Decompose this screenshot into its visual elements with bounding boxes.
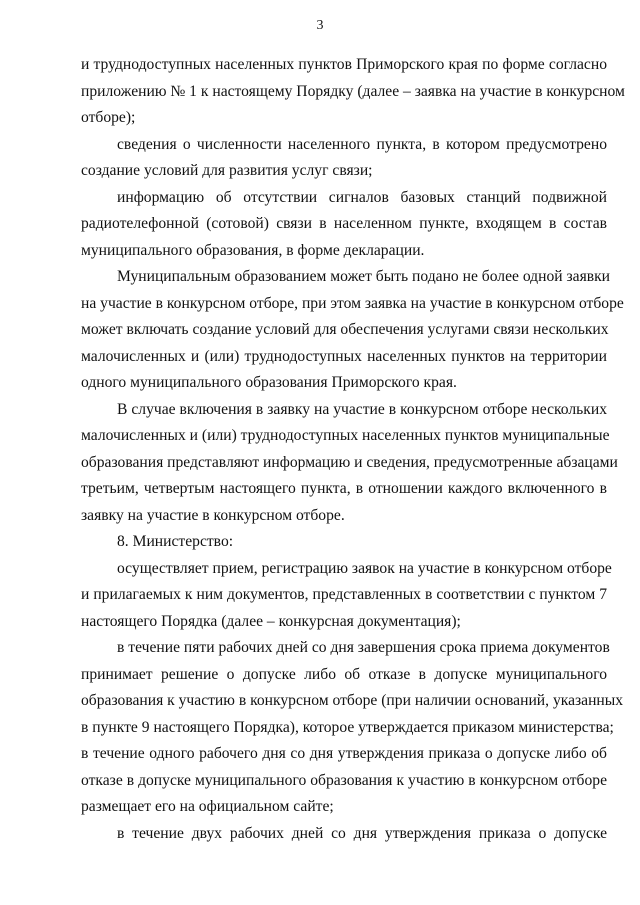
text-line: на участие в конкурсном отборе, при этом заявка на участие в конкурсном отборе [81, 294, 624, 312]
text-line: малочисленных и (или) труднодоступных населенных пунктов на территории [81, 347, 607, 365]
text-line: одного муниципального образования Приморского края. [81, 374, 457, 391]
text-line: приложению № 1 к настоящему Порядку (далее – заявка на участие в конкурсном [81, 82, 625, 100]
text-line: может включать создание условий для обеспечения услугами связи нескольких [81, 321, 609, 338]
text-line: радиотелефонной (сотовой) связи в населенном пункте, входящем в состав [81, 215, 607, 232]
text-line: сведения о численности населенного пункта, в котором предусмотрено [117, 135, 607, 153]
text-line: образования представляют информацию и сведения, предусмотренные абзацами [81, 453, 618, 471]
page-number: 3 [316, 18, 324, 33]
text-line: Муниципальным образованием может быть подано не более одной заявки [117, 268, 611, 285]
text-line: в течение двух рабочих дней со дня утверждения приказа о допуске [117, 824, 607, 842]
text-line: отказе в допуске муниципального образования к участию в конкурсном отборе [81, 771, 607, 789]
text-line: принимает решение о допуске либо об отказе в допуске муниципального [81, 665, 607, 683]
text-line: малочисленных и (или) труднодоступных населенных пунктов муниципальные [81, 427, 610, 444]
text-line: в течение пяти рабочих дней со дня завершения срока приема документов [117, 639, 610, 656]
text-line: В случае включения в заявку на участие в конкурсном отборе нескольких [117, 400, 607, 418]
text-line: образования к участию в конкурсном отборе (при наличии оснований, указанных [81, 692, 624, 709]
text-line: в течение одного рабочего дня со дня утверждения приказа о допуске либо об [81, 745, 607, 762]
text-line: и прилагаемых к ним документов, представленных в соответствии с пунктом 7 [81, 586, 607, 603]
text-line: информацию об отсутствии сигналов базовых станций подвижной [117, 188, 607, 206]
text-line: настоящего Порядка (далее – конкурсная документация); [81, 612, 461, 630]
text-line: 8. Министерство: [117, 533, 234, 550]
body-text [81, 52, 625, 847]
text-line: размещает его на официальном сайте; [81, 798, 334, 815]
text-line: осуществляет прием, регистрацию заявок на участие в конкурсном отборе [117, 559, 612, 577]
text-line: в пункте 9 настоящего Порядка), которое утверждается приказом министерства; [81, 718, 614, 736]
text-line: и труднодоступных населенных пунктов Приморского края по форме согласно [81, 56, 607, 73]
text-line: муниципального образования, в форме декларации. [81, 241, 425, 259]
text-line: отборе); [81, 109, 136, 126]
text-line: заявку на участие в конкурсном отборе. [81, 506, 345, 524]
text-line: создание условий для развития услуг связи; [81, 162, 373, 179]
text-line: третьим, четвертым настоящего пункта, в отношении каждого включенного в [81, 480, 607, 497]
